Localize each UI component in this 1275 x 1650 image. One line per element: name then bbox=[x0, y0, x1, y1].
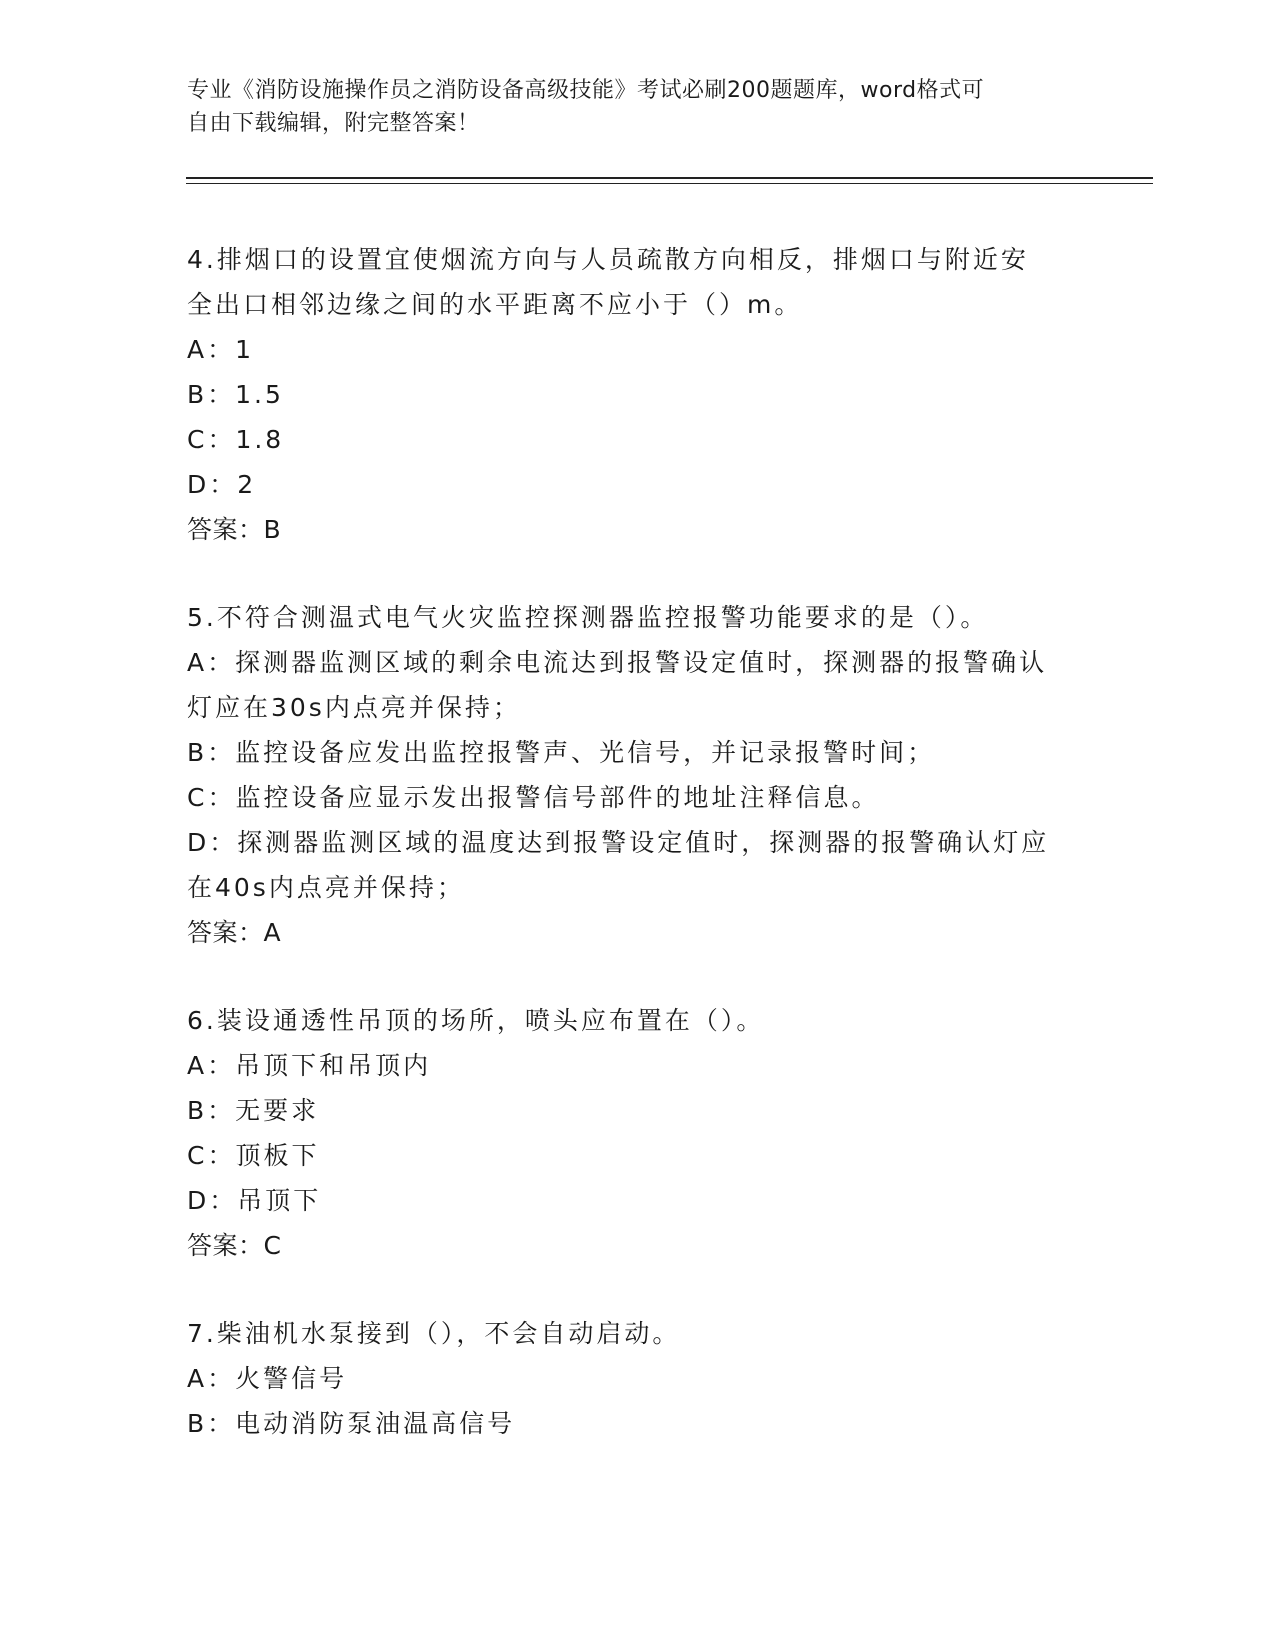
header-rule-thick bbox=[186, 177, 1153, 179]
answer: 答案：B bbox=[187, 515, 282, 544]
option-b: B：无要求 bbox=[187, 1096, 320, 1125]
option-a: A：1 bbox=[187, 335, 255, 364]
question-stem: 4.排烟口的设置宜使烟流方向与人员疏散方向相反，排烟口与附近安 bbox=[187, 245, 1029, 274]
option-a-continued: 灯应在30s内点亮并保持； bbox=[187, 693, 521, 722]
option-b: B：1.5 bbox=[187, 380, 284, 409]
question-stem: 5.不符合测温式电气火灾监控探测器监控报警功能要求的是（）。 bbox=[187, 603, 989, 632]
option-a: A：探测器监测区域的剩余电流达到报警设定值时，探测器的报警确认 bbox=[187, 648, 1048, 677]
header-rule-thin bbox=[186, 183, 1153, 184]
option-c: C：1.8 bbox=[187, 425, 285, 454]
header-line-1: 专业《消防设施操作员之消防设备高级技能》考试必刷200题题库，word格式可 bbox=[187, 78, 985, 103]
option-a: A：火警信号 bbox=[187, 1364, 348, 1393]
answer: 答案：C bbox=[187, 1231, 282, 1260]
option-c: C：顶板下 bbox=[187, 1141, 320, 1170]
option-d: D：吊顶下 bbox=[187, 1186, 322, 1215]
question-stem: 6.装设通透性吊顶的场所，喷头应布置在（）。 bbox=[187, 1006, 765, 1035]
question-list bbox=[187, 237, 1087, 1446]
question-7 bbox=[187, 1311, 1087, 1446]
option-b: B：电动消防泵油温高信号 bbox=[187, 1409, 516, 1438]
option-a: A：吊顶下和吊顶内 bbox=[187, 1051, 432, 1080]
question-6 bbox=[187, 998, 1087, 1268]
document-header bbox=[187, 74, 1087, 140]
option-b: B：监控设备应发出监控报警声、光信号，并记录报警时间； bbox=[187, 738, 936, 767]
option-d: D：探测器监测区域的温度达到报警设定值时，探测器的报警确认灯应 bbox=[187, 828, 1050, 857]
option-c: C：监控设备应显示发出报警信号部件的地址注释信息。 bbox=[187, 783, 880, 812]
answer: 答案：A bbox=[187, 918, 282, 947]
question-5 bbox=[187, 595, 1087, 955]
option-d: D：2 bbox=[187, 470, 257, 499]
header-line-2: 自由下载编辑，附完整答案！ bbox=[187, 111, 480, 136]
question-stem: 7.柴油机水泵接到（），不会自动启动。 bbox=[187, 1319, 681, 1348]
question-stem: 全出口相邻边缘之间的水平距离不应小于（）m。 bbox=[187, 290, 803, 319]
option-d-continued: 在40s内点亮并保持； bbox=[187, 873, 465, 902]
question-4 bbox=[187, 237, 1087, 552]
